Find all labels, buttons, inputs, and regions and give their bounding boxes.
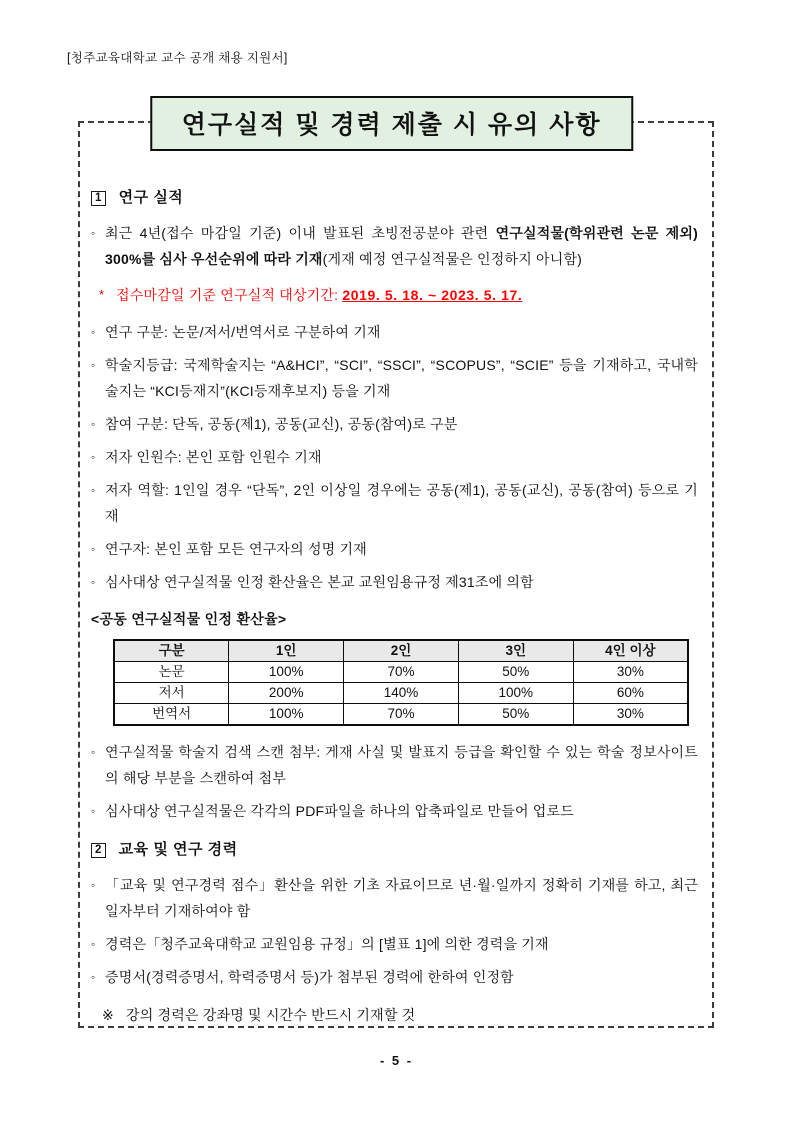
bullet-text: 증명서(경력증명서, 학력증명서 등)가 첨부된 경력에 한하여 인정함 [105, 969, 514, 985]
bullet-career-regulation [91, 931, 698, 957]
bullet-text: 학술지등급: 국제학술지는 “A&HCI”, “SCI”, “SSCI”, “SCOPUS”, “SCIE” 등을 기재하고, 국내학술지는 “KCI등재지”(KCI등재후보지) 등을 기재 [105, 357, 698, 399]
notice-title-text: 연구실적 및 경력 제출 시 유의 사항 [181, 111, 602, 139]
bullet-icon: ◦ [91, 970, 96, 984]
table-cell: 30% [573, 662, 688, 683]
asterisk-icon: * [99, 287, 105, 302]
text-segment: (게재 예정 연구실적물은 인정하지 아니함) [322, 251, 583, 267]
note-text: 강의 경력은 강좌명 및 시간수 반드시 기재할 것 [126, 1007, 416, 1023]
page-number: - 5 - [379, 1053, 414, 1068]
table-cell: 50% [458, 662, 573, 683]
bullet-icon: ◦ [91, 450, 96, 464]
section-2-title: 교육 및 연구 경력 [118, 841, 238, 858]
conversion-table-caption: <공동 연구실적물 인정 환산율> [91, 611, 287, 627]
table-cell: 140% [344, 683, 459, 704]
table-cell: 논문 [114, 662, 229, 683]
bullet-icon: ◦ [91, 325, 96, 339]
table-cell: 번역서 [114, 704, 229, 726]
table-row [114, 704, 688, 726]
table-cell: 60% [573, 683, 688, 704]
table-cell: 50% [458, 704, 573, 726]
bullet-text: 심사대상 연구실적물은 각각의 PDF파일을 하나의 압축파일로 만들어 업로드 [105, 803, 574, 819]
red-note-label: 접수마감일 기준 연구실적 대상기간: [116, 287, 343, 303]
table-cell: 70% [344, 662, 459, 683]
bullet-icon: ◦ [91, 226, 96, 240]
bullet-pdf-upload [91, 798, 698, 824]
bullet-icon: ◦ [91, 417, 96, 431]
bullet-icon: ◦ [91, 745, 96, 759]
bullet-journal-grade [91, 352, 698, 404]
bullet-text: 연구 구분: 논문/저서/번역서로 구분하여 기재 [105, 324, 381, 340]
table-cell: 30% [573, 704, 688, 726]
bullet-research-scope [91, 220, 698, 272]
table-header-cell: 구분 [114, 640, 229, 662]
table-header-row [114, 640, 688, 662]
table-cell: 100% [229, 662, 344, 683]
bullet-scan-attachment [91, 739, 698, 791]
section-1-number-icon: 1 [91, 191, 106, 206]
bullet-icon: ◦ [91, 575, 96, 589]
section-1-heading [91, 185, 698, 211]
table-cell: 70% [344, 704, 459, 726]
notice-title-box [150, 96, 634, 151]
bullet-text: 연구실적물 학술지 검색 스캔 첨부: 게재 사실 및 발표지 등급을 확인할 수 있는 학술 정보사이트의 해당 부분을 스캔하여 첨부 [105, 744, 698, 786]
bullet-icon: ◦ [91, 804, 96, 818]
bullet-text: 연구자: 본인 포함 모든 연구자의 성명 기재 [105, 541, 367, 557]
section-2-heading [91, 837, 698, 863]
table-header-cell: 2인 [344, 640, 459, 662]
bullet-conversion-rule [91, 569, 698, 595]
red-note-text [116, 282, 698, 308]
bullet-icon: ◦ [91, 483, 96, 497]
bullet-author-count [91, 444, 698, 470]
bullet-icon: ◦ [91, 358, 96, 372]
bullet-participation-type [91, 411, 698, 437]
lecture-career-note [91, 1002, 698, 1028]
bullet-author-role [91, 477, 698, 529]
text-segment-bold: 연구실적물(학위관련 논문 제외) 300%를 심사 우선순위에 따라 기재 [105, 225, 698, 267]
table-cell: 100% [458, 683, 573, 704]
conversion-rate-table [113, 639, 689, 726]
bullet-icon: ◦ [91, 542, 96, 556]
text-segment: 최근 4년(접수 마감일 기준) 이내 발표된 초빙전공분야 관련 [105, 225, 496, 241]
bullet-text [105, 220, 698, 272]
notice-content-box [78, 121, 714, 1028]
table-row [114, 662, 688, 683]
bullet-text: 심사대상 연구실적물 인정 환산율은 본교 교원임용규정 제31조에 의함 [105, 574, 534, 590]
table-header-cell: 1인 [229, 640, 344, 662]
bullet-career-basis [91, 872, 698, 924]
red-date-note [91, 282, 698, 308]
red-note-dates: 2019. 5. 18. ~ 2023. 5. 17. [342, 287, 523, 303]
bullet-text: 「교육 및 연구경력 점수」환산을 위한 기초 자료이므로 년·월·일까지 정확히 기재를 하고, 최근 일자부터 기재하여야 함 [105, 877, 698, 919]
table-row [114, 683, 688, 704]
bullet-research-category [91, 319, 698, 345]
bullet-icon: ◦ [91, 878, 96, 892]
bullet-text: 저자 인원수: 본인 포함 인원수 기재 [105, 449, 322, 465]
doc-header-tag: [청주교육대학교 교수 공개 채용 지원서] [67, 51, 288, 65]
table-cell: 200% [229, 683, 344, 704]
table-header-cell: 3인 [458, 640, 573, 662]
bullet-researchers [91, 536, 698, 562]
section-2-number-icon: 2 [91, 843, 106, 858]
bullet-text: 경력은「청주교육대학교 교원임용 규정」의 [별표 1]에 의한 경력을 기재 [105, 936, 549, 952]
table-cell: 100% [229, 704, 344, 726]
table-cell: 저서 [114, 683, 229, 704]
reference-mark-icon: ※ [102, 1007, 114, 1023]
bullet-certificate [91, 964, 698, 990]
bullet-text: 참여 구분: 단독, 공동(제1), 공동(교신), 공동(참여)로 구분 [105, 416, 458, 432]
table-header-cell: 4인 이상 [573, 640, 688, 662]
bullet-icon: ◦ [91, 937, 96, 951]
bullet-text: 저자 역할: 1인일 경우 “단독”, 2인 이상일 경우에는 공동(제1), 공동(교신), 공동(참여) 등으로 기재 [105, 482, 698, 524]
section-1-title: 연구 실적 [118, 189, 184, 206]
